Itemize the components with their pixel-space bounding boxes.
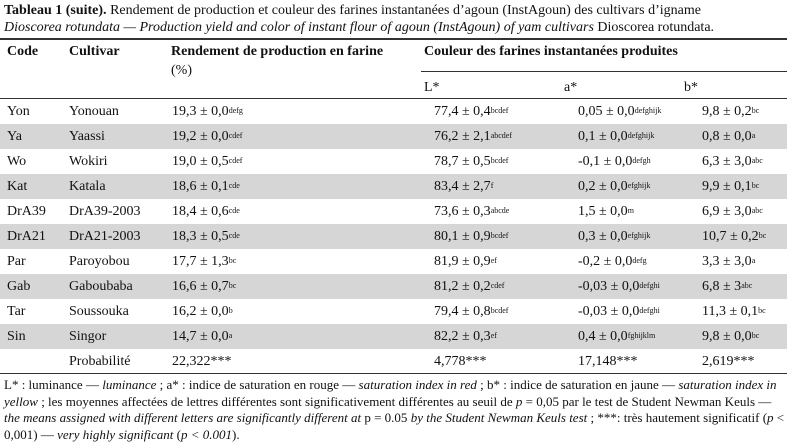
fn-part: p <box>515 393 523 409</box>
fn-part: p < 0.001 <box>180 426 232 442</box>
cell-prob-label-value: Probabilité <box>69 353 131 369</box>
cell-a-letters: fghijklm <box>627 330 656 340</box>
cell-cultivar-value: Soussouka <box>69 303 129 319</box>
cell-L-letters: bcdef <box>490 305 509 315</box>
cell-L-letters: bcdef <box>490 230 509 240</box>
cell-L <box>427 274 574 299</box>
cell-yield <box>169 174 427 199</box>
header-b: b* <box>684 80 698 95</box>
cell-L-value: 82,2 ± 0,3 <box>434 328 491 344</box>
cell-code-value: Par <box>7 253 26 269</box>
footnote <box>4 377 786 443</box>
table-row <box>0 299 787 324</box>
cell-L <box>427 99 574 124</box>
cell-L <box>427 149 574 174</box>
cell-L-value: 83,4 ± 2,7 <box>434 178 491 194</box>
cell-a-value: 0,3 ± 0,0 <box>578 228 628 244</box>
cell-yield <box>169 199 427 224</box>
cell-cultivar <box>69 99 169 124</box>
cell-a <box>574 149 698 174</box>
fn-part: p <box>767 410 774 425</box>
cell-code <box>0 174 69 199</box>
cell-yield-value: 18,4 ± 0,6 <box>172 203 229 219</box>
cell-L-letters: ef <box>490 255 497 265</box>
caption-species-2: Dioscorea rotundata. <box>597 20 715 35</box>
cell-a <box>574 274 698 299</box>
cell-yield-letters: cde <box>228 180 240 190</box>
cell-b <box>698 299 787 324</box>
cell-b-letters: abc <box>741 280 753 290</box>
cell-b <box>698 124 787 149</box>
color-subrule <box>421 71 787 72</box>
cell-yield-letters: a <box>228 330 233 340</box>
cell-yield <box>169 274 427 299</box>
cell-a-letters: defg <box>632 255 647 265</box>
cell-yield <box>169 124 427 149</box>
bottom-rule <box>0 373 787 374</box>
cell-cultivar <box>69 299 169 324</box>
cell-a-value: 0,05 ± 0,0 <box>578 103 635 119</box>
cell-cultivar-value: Yonouan <box>69 103 119 119</box>
table-body <box>0 99 787 374</box>
cell-code <box>0 124 69 149</box>
cell-b-letters: a <box>751 255 756 265</box>
cell-L-letters: abcdef <box>490 130 513 140</box>
cell-L-letters: f <box>490 180 494 190</box>
cell-b <box>698 199 787 224</box>
cell-prob-a-value: 17,148*** <box>578 353 638 369</box>
cell-yield-letters: cdef <box>228 155 243 165</box>
cell-code-value: Tar <box>7 303 26 319</box>
cell-yield-value: 18,3 ± 0,5 <box>172 228 229 244</box>
cell-b <box>698 249 787 274</box>
cell-a-value: -0,2 ± 0,0 <box>578 253 633 269</box>
cell-L-letters: abcde <box>490 205 510 215</box>
table-row <box>0 99 787 124</box>
cell-cultivar <box>69 124 169 149</box>
cell-cultivar-value: DrA21-2003 <box>69 228 141 244</box>
fn-part: by the Student Newman Keuls test <box>410 410 588 425</box>
cell-b-letters: bc <box>751 180 760 190</box>
cell-prob-yield-value: 22,322*** <box>172 353 232 369</box>
cell-L-value: 81,2 ± 0,2 <box>434 278 491 294</box>
cell-b <box>698 224 787 249</box>
caption-french: Rendement de production et couleur des farines instantanées d’agoun (InstAgoun) des cultivars d’igname <box>106 3 701 18</box>
cell-a <box>574 224 698 249</box>
cell-cultivar <box>69 249 169 274</box>
header-code: Code <box>7 44 39 59</box>
cell-b-value: 10,7 ± 0,2 <box>702 228 759 244</box>
cell-b-value: 9,8 ± 0,2 <box>702 103 752 119</box>
cell-a-letters: defghijk <box>634 105 662 115</box>
cell-yield-value: 19,2 ± 0,0 <box>172 128 229 144</box>
cell-code-value: Ya <box>7 128 22 144</box>
cell-b-value: 6,8 ± 3 <box>702 278 742 294</box>
cell-b-letters: a <box>751 130 756 140</box>
cell-cultivar <box>69 174 169 199</box>
cell-a-value: 1,5 ± 0,0 <box>578 203 628 219</box>
fn-part: ). <box>231 426 240 442</box>
cell-b-letters: bc <box>751 105 760 115</box>
cell-b <box>698 324 787 349</box>
cell-prob-label <box>69 349 169 374</box>
fn-part: = 0,05 par le test de Student Newman Keuls — <box>522 393 772 409</box>
fn-part: ; b* : indice de saturation en jaune — <box>476 377 679 392</box>
cell-code <box>0 99 69 124</box>
fn-part: p = 0.05 <box>364 410 411 425</box>
cell-code-value: Yon <box>7 103 30 119</box>
table-row <box>0 124 787 149</box>
cell-prob-b <box>698 349 787 374</box>
cell-yield-letters: bc <box>228 255 237 265</box>
cell-code <box>0 249 69 274</box>
probability-row <box>0 349 787 374</box>
fn-part: saturation index in red <box>358 377 477 392</box>
cell-a <box>574 99 698 124</box>
cell-cultivar-value: Wokiri <box>69 153 108 169</box>
fn-part: ; a* : indice de saturation en rouge — <box>156 377 359 392</box>
cell-b <box>698 274 787 299</box>
cell-a-value: -0,03 ± 0,0 <box>578 303 640 319</box>
header-L: L* <box>424 80 440 95</box>
cell-L-value: 78,7 ± 0,5 <box>434 153 491 169</box>
table-row <box>0 249 787 274</box>
header-cultivar: Cultivar <box>69 44 120 59</box>
cell-a <box>574 199 698 224</box>
table-row <box>0 274 787 299</box>
cell-a <box>574 124 698 149</box>
cell-a-value: -0,1 ± 0,0 <box>578 153 633 169</box>
fn-part: the means assigned with different letters are significantly different at <box>4 410 365 425</box>
cell-cultivar <box>69 149 169 174</box>
cell-L <box>427 224 574 249</box>
cell-a <box>574 174 698 199</box>
cell-b-letters: bc <box>751 330 760 340</box>
header-yield-unit: (%) <box>171 63 192 78</box>
cell-a-letters: defghijk <box>627 130 655 140</box>
fn-part: ; les moyennes affectées de lettres différentes sont significativement différentes au seuil de <box>37 393 516 409</box>
cell-code-value: Wo <box>7 153 27 169</box>
cell-a <box>574 299 698 324</box>
cell-a-letters: defghi <box>639 305 660 315</box>
cell-code <box>0 299 69 324</box>
caption-english: — Production yield and color of instant flour of agoun (InstAgoun) of yam cultivars <box>120 20 598 35</box>
cell-yield-letters: defg <box>228 105 243 115</box>
caption-label: Tableau 1 (suite). <box>4 3 107 18</box>
cell-cultivar <box>69 274 169 299</box>
cell-yield <box>169 149 427 174</box>
cell-yield <box>169 299 427 324</box>
cell-cultivar-value: Gaboubaba <box>69 278 133 294</box>
cell-b-value: 6,9 ± 3,0 <box>702 203 752 219</box>
cell-L <box>427 324 574 349</box>
cell-L-value: 81,9 ± 0,9 <box>434 253 491 269</box>
cell-prob-yield <box>169 349 427 374</box>
cell-code <box>0 324 69 349</box>
cell-L-letters: ef <box>490 330 497 340</box>
header-yield: Rendement de production en farine <box>171 44 384 59</box>
cell-b-value: 9,8 ± 0,0 <box>702 328 752 344</box>
cell-yield <box>169 224 427 249</box>
cell-a-value: 0,4 ± 0,0 <box>578 328 628 344</box>
fn-part: ; ***: très hautement significatif ( <box>587 410 768 425</box>
cell-code <box>0 199 69 224</box>
cell-L <box>427 124 574 149</box>
cell-yield <box>169 99 427 124</box>
cell-prob-b-value: 2,619*** <box>702 353 755 369</box>
fn-part: L* : luminance — <box>4 377 103 392</box>
cell-cultivar-value: Katala <box>69 178 106 194</box>
caption-species: Dioscorea rotundata <box>4 20 121 35</box>
cell-yield-value: 16,6 ± 0,7 <box>172 278 229 294</box>
cell-cultivar-value: DrA39-2003 <box>69 203 141 219</box>
cell-L-value: 77,4 ± 0,4 <box>434 103 491 119</box>
cell-cultivar <box>69 199 169 224</box>
cell-b-letters: bc <box>758 230 767 240</box>
cell-L <box>427 299 574 324</box>
cell-code <box>0 149 69 174</box>
cell-yield-value: 19,0 ± 0,5 <box>172 153 229 169</box>
table-caption <box>4 2 784 36</box>
cell-code-value: Gab <box>7 278 31 294</box>
cell-b-value: 6,3 ± 3,0 <box>702 153 752 169</box>
cell-b <box>698 174 787 199</box>
cell-L <box>427 174 574 199</box>
cell-prob-L <box>427 349 574 374</box>
fn-part: < 0,001) — <box>4 410 785 442</box>
cell-cultivar-value: Yaassi <box>69 128 105 144</box>
cell-yield-letters: cdef <box>228 130 243 140</box>
cell-b-value: 9,9 ± 0,1 <box>702 178 752 194</box>
cell-code <box>0 274 69 299</box>
cell-yield-letters: b <box>228 305 233 315</box>
cell-yield-letters: bc <box>228 280 237 290</box>
cell-b-letters: bc <box>758 305 766 315</box>
cell-b-value: 3,3 ± 3,0 <box>702 253 752 269</box>
cell-a-letters: m <box>627 205 634 215</box>
cell-a-letters: defghi <box>639 280 660 290</box>
fn-part: very highly significant <box>57 426 174 442</box>
table-row <box>0 224 787 249</box>
cell-code-value: Sin <box>7 328 26 344</box>
fn-part: saturation index in yellow <box>4 377 777 409</box>
table-row <box>0 324 787 349</box>
cell-prob-a <box>574 349 698 374</box>
cell-L-value: 73,6 ± 0,3 <box>434 203 491 219</box>
header-a: a* <box>564 80 578 95</box>
cell-code-value: DrA21 <box>7 228 46 244</box>
cell-prob-L-value: 4,778*** <box>434 353 487 369</box>
cell-b-letters: abc <box>751 205 763 215</box>
cell-yield-value: 17,7 ± 1,3 <box>172 253 229 269</box>
cell-yield <box>169 249 427 274</box>
cell-a-letters: defgh <box>632 155 651 165</box>
cell-yield-value: 16,2 ± 0,0 <box>172 303 229 319</box>
table-row <box>0 199 787 224</box>
cell-cultivar <box>69 224 169 249</box>
cell-L-value: 80,1 ± 0,9 <box>434 228 491 244</box>
cell-L-value: 76,2 ± 2,1 <box>434 128 491 144</box>
cell-a-letters: efghijk <box>627 230 651 240</box>
table-row <box>0 149 787 174</box>
cell-L-value: 79,4 ± 0,8 <box>434 303 491 319</box>
cell-cultivar-value: Paroyobou <box>69 253 130 269</box>
cell-cultivar <box>69 324 169 349</box>
cell-code-value: DrA39 <box>7 203 46 219</box>
cell-L <box>427 249 574 274</box>
cell-yield-letters: cde <box>228 230 240 240</box>
fn-part: ( <box>173 426 181 442</box>
cell-yield-letters: cde <box>228 205 240 215</box>
cell-code <box>0 224 69 249</box>
cell-cultivar-value: Singor <box>69 328 107 344</box>
cell-b <box>698 99 787 124</box>
header-color: Couleur des farines instantanées produites <box>424 44 678 59</box>
cell-a-letters: efghijk <box>627 180 651 190</box>
cell-code-value: Kat <box>7 178 28 194</box>
cell-L-letters: bcdef <box>490 155 509 165</box>
cell-yield-value: 14,7 ± 0,0 <box>172 328 229 344</box>
cell-b-value: 11,3 ± 0,1 <box>702 303 759 319</box>
cell-yield <box>169 324 427 349</box>
cell-a-value: -0,03 ± 0,0 <box>578 278 640 294</box>
cell-b-letters: abc <box>751 155 763 165</box>
cell-a <box>574 324 698 349</box>
cell-L <box>427 199 574 224</box>
top-rule <box>0 38 787 40</box>
fn-part: luminance <box>102 377 157 392</box>
cell-L-letters: cdef <box>490 280 505 290</box>
cell-empty <box>0 349 69 374</box>
cell-b-value: 0,8 ± 0,0 <box>702 128 752 144</box>
data-table <box>0 99 787 374</box>
cell-b <box>698 149 787 174</box>
cell-L-letters: bcdef <box>490 105 509 115</box>
cell-a-value: 0,1 ± 0,0 <box>578 128 628 144</box>
cell-a-value: 0,2 ± 0,0 <box>578 178 628 194</box>
cell-a <box>574 249 698 274</box>
cell-yield-value: 19,3 ± 0,0 <box>172 103 229 119</box>
cell-yield-value: 18,6 ± 0,1 <box>172 178 229 194</box>
table-row <box>0 174 787 199</box>
